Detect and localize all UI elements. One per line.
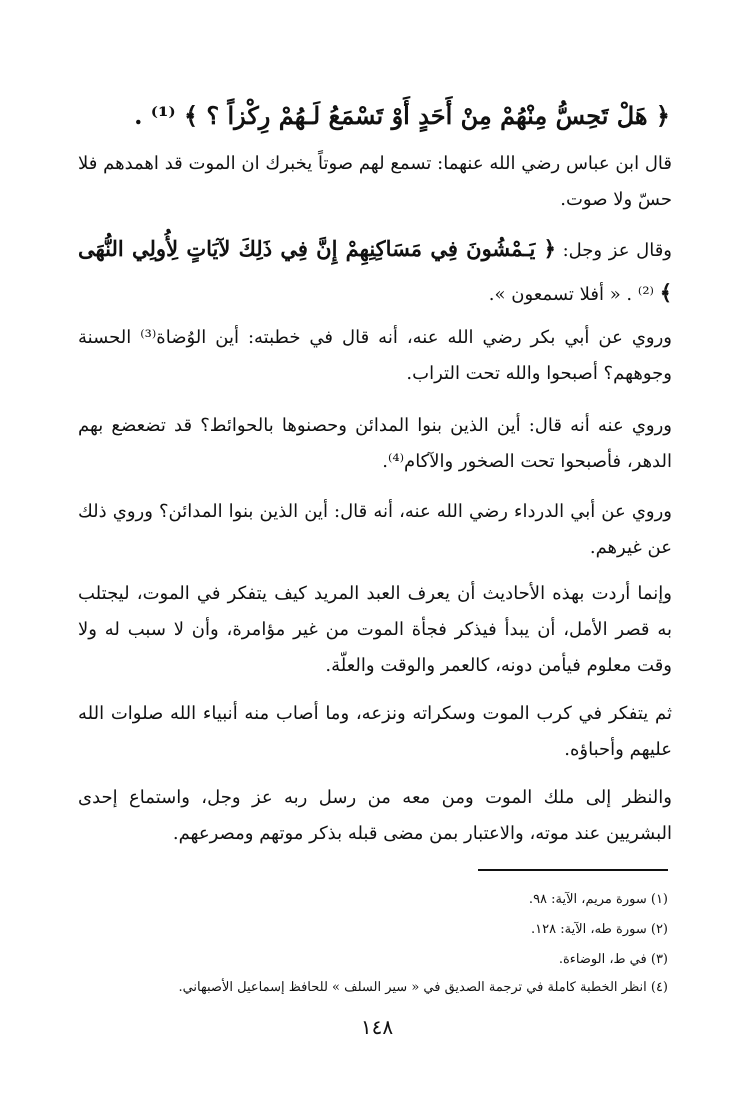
- page-number: ١٤٨: [360, 1015, 394, 1039]
- paragraph-text: والنظر إلى ملك الموت ومن معه من رسل ربه عز وجل، واستماع إحدى البشريين عند موته، والاعتبار بمن مضى قبله بذكر موتهم ومصرعهم.: [78, 787, 672, 844]
- paragraph-suffix: ⁽²⁾ . « أفلا تسمعون ».: [488, 284, 654, 305]
- paragraph-abu-bakr: [78, 320, 672, 392]
- paragraph-reflection: [78, 576, 672, 684]
- paragraph-text: وروي عن أبي بكر رضي الله عنه، أنه قال في خطبته: أين الوُضاة⁽³⁾ الحسنة وجوههم؟ أصبحوا والله تحت التراب.: [78, 327, 672, 384]
- footnote-3: (٣) في ط، الوضاءة.: [558, 952, 668, 967]
- paragraph-text: وروي عن أبي الدرداء رضي الله عنه، أنه قال: أين الذين بنوا المدائن؟ وروي ذلك عن غيرهم.: [78, 501, 672, 558]
- quran-verse: ﴿ هَلْ تَحِسُّ مِنْهُمْ مِنْ أَحَدٍ أَوْ تَسْمَعُ لَـهُمْ رِكْزاً ؟ ﴾ ⁽¹⁾ .: [134, 101, 670, 130]
- paragraph-agony: [78, 696, 672, 768]
- paragraph-angel-of-death: [78, 780, 672, 852]
- footnote-divider: [478, 869, 668, 871]
- paragraph-ibn-abbas: [78, 146, 672, 218]
- paragraph-text: وروي عنه أنه قال: أين الذين بنوا المدائن وحصنوها بالحوائط؟ قد تضعضع بهم الدهر، فأصبحوا تحت الصخور والآكام⁽⁴⁾.: [78, 415, 672, 472]
- footnote-2: (٢) سورة طه، الآية: ١٢٨.: [531, 922, 668, 937]
- paragraph-text: قال ابن عباس رضي الله عنهما: تسمع لهم صوتاً يخبرك ان الموت قد اهمدهم فلا حسّ ولا صوت.: [78, 153, 672, 210]
- paragraph-prefix: وقال عز وجل:: [555, 240, 672, 261]
- paragraph-abu-darda: [78, 494, 672, 566]
- footnote-1: (١) سورة مريم، الآية: ٩٨.: [528, 892, 668, 907]
- footnote-4: (٤) انظر الخطبة كاملة في ترجمة الصديق في « سير السلف » للحافظ إسماعيل الأصبهاني.: [178, 980, 668, 995]
- paragraph-text: ثم يتفكر في كرب الموت وسكراته ونزعه، وما أصاب منه أنبياء الله صلوات الله عليهم وأحباؤه.: [78, 703, 672, 760]
- paragraph-cities: [78, 408, 672, 480]
- paragraph-text: وإنما أردت بهذه الأحاديث أن يعرف العبد المريد كيف يتفكر في الموت، ليجتلب به قصر الأمل، أن يبدأ فيذكر فجأة الموت من غير مؤامرة، وأن لا سبب له ولا وقت معلوم فيأمن دونه، كالعمر والوقت والعلّة.: [78, 583, 672, 676]
- quran-verse-inline: ﴿ يَـمْشُونَ فِي مَسَاكِنِهِمْ إِنَّ فِي ذَلِكَ لآيَاتٍ لِأُولِي النُّهَى ﴾: [78, 236, 672, 305]
- paragraph-verse-quote: [78, 228, 672, 316]
